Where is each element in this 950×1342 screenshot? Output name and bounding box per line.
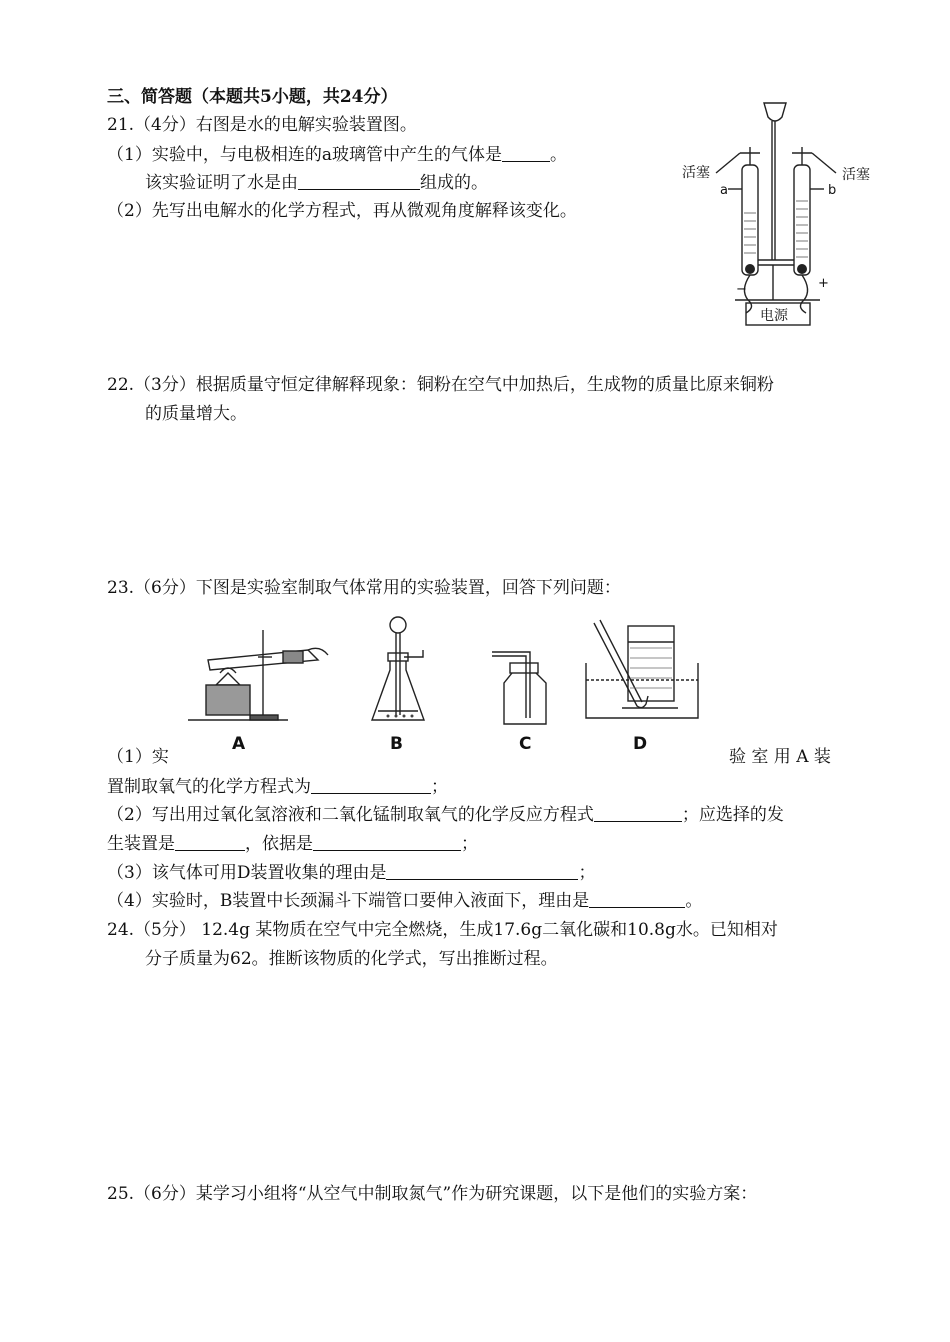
q23-blank-equation-h2o2[interactable] xyxy=(594,805,682,822)
q23-blank-funnel-reason[interactable] xyxy=(589,891,685,908)
apparatus-b-figure xyxy=(368,615,433,725)
q23-part2-end: ；应选择的发 xyxy=(681,805,784,825)
q23-part1-start: （1）实 xyxy=(107,747,169,767)
q21-part1-text: （1）实验中，与电极相连的a玻璃管中产生的气体是 xyxy=(107,145,502,165)
stopcock-left-label: 活塞 xyxy=(682,165,710,181)
apparatus-label-a: A xyxy=(232,734,246,754)
q23-part4-text: （4）实验时，B装置中长颈漏斗下端管口要伸入液面下，理由是 xyxy=(107,891,590,911)
section-heading: 三、简答题（本题共5小题，共24分） xyxy=(107,87,398,107)
apparatus-label-b: B xyxy=(390,734,403,754)
q23-blank-collection-reason[interactable] xyxy=(386,863,578,880)
q21-part1 xyxy=(107,144,567,166)
plus-sign: + xyxy=(818,276,829,291)
stopcock-right-label: 活塞 xyxy=(842,167,870,183)
q24-line1: 24.（5分） 12.4g 某物质在空气中完全燃烧，生成17.6g二氧化碳和10.8g水。已知相对 xyxy=(107,920,778,940)
apparatus-c-figure xyxy=(490,648,555,726)
tube-a-label: a xyxy=(720,183,728,198)
electrolysis-apparatus-figure xyxy=(680,95,880,330)
q23-part2-line2-mid: ，依据是 xyxy=(245,834,313,854)
q23-part1-line2-end: ； xyxy=(431,777,448,797)
minus-sign: − xyxy=(736,282,747,297)
q23-part4 xyxy=(107,890,702,912)
q23-blank-equation-a[interactable] xyxy=(311,777,431,794)
q23-part4-end: 。 xyxy=(685,891,703,911)
q21-part1-end: 。 xyxy=(549,145,567,165)
q23-part2-text: （2）写出用过氧化氢溶液和二氧化锰制取氧气的化学反应方程式 xyxy=(107,805,594,825)
q24-line2: 分子质量为62。推断该物质的化学式，写出推断过程。 xyxy=(145,949,558,969)
q22-line1: 22.（3分）根据质量守恒定律解释现象：铜粉在空气中加热后，生成物的质量比原来铜粉 xyxy=(107,375,774,395)
q23-blank-reason[interactable] xyxy=(313,834,461,851)
q21-part1-line2-text: 该实验证明了水是由 xyxy=(145,173,298,193)
power-label: 电源 xyxy=(760,308,788,324)
q21-part1-line2-end: 组成的。 xyxy=(420,173,488,193)
q23-part1-line2-text: 置制取氧气的化学方程式为 xyxy=(107,777,311,797)
q23-part3 xyxy=(107,862,595,884)
q21-blank-composition[interactable] xyxy=(298,173,420,190)
q23-stem: 23.（6分）下图是实验室制取气体常用的实验装置，回答下列问题： xyxy=(107,578,621,598)
q23-part2-line2-text: 生装置是 xyxy=(107,834,175,854)
q23-part3-end: ； xyxy=(578,863,596,883)
q21-stem: 21.（4分）右图是水的电解实验装置图。 xyxy=(107,115,417,135)
q21-part2: （2）先写出电解水的化学方程式，再从微观角度解释该变化。 xyxy=(107,201,577,221)
q23-part1-right: 验 室 用 A 装 xyxy=(729,747,831,767)
q25-line1: 25.（6分）某学习小组将“从空气中制取氮气”作为研究课题，以下是他们的实验方案： xyxy=(107,1184,758,1204)
tube-b-label: b xyxy=(828,183,837,198)
apparatus-label-d: D xyxy=(633,734,648,754)
apparatus-label-c: C xyxy=(519,734,532,754)
apparatus-a-figure xyxy=(188,625,333,725)
q23-part2-line2-end: ； xyxy=(461,834,478,854)
q23-blank-device[interactable] xyxy=(175,834,245,851)
q23-part2-line2 xyxy=(107,833,478,855)
apparatus-d-figure xyxy=(582,618,702,723)
q21-blank-gas[interactable] xyxy=(502,145,550,162)
q23-part1-line2 xyxy=(107,776,448,798)
q23-part3-text: （3）该气体可用D装置收集的理由是 xyxy=(107,863,387,883)
q23-part2 xyxy=(107,804,784,826)
q21-part1-line2 xyxy=(145,172,488,194)
q22-line2: 的质量增大。 xyxy=(145,404,247,424)
